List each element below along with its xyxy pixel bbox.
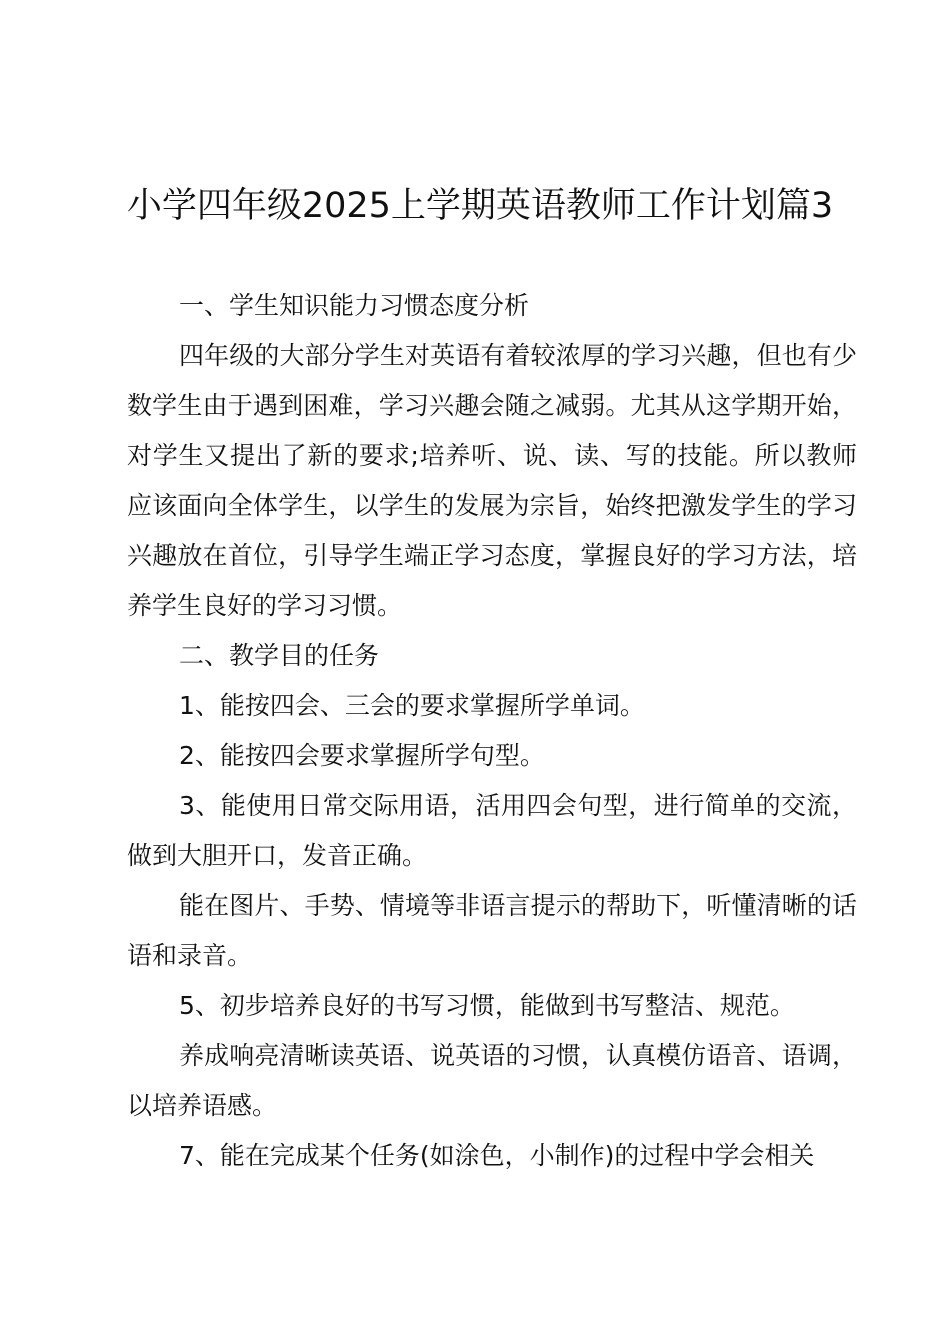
goal-item-4: 能在图片、手势、情境等非语言提示的帮助下，听懂清晰的话语和录音。 [127, 891, 857, 970]
goal-item-7: 7、能在完成某个任务(如涂色，小制作)的过程中学会相关 [179, 1141, 815, 1170]
paragraph-analysis: 四年级的大部分学生对英语有着较浓厚的学习兴趣，但也有少数学生由于遇到困难，学习兴趣会随之减弱。尤其从这学期开始，对学生又提出了新的要求;培养听、说、读、写的技能。所以教师应该面向全体学生，以学生的发展为宗旨，始终把激发学生的学习兴趣放在首位，引导学生端正学习态度，掌握良好的学习方法，培养学生良好的学习习惯。 [127, 341, 857, 620]
goal-item-5: 5、初步培养良好的书写习惯，能做到书写整洁、规范。 [179, 991, 795, 1020]
document-body [127, 281, 857, 1181]
goal-item-3: 3、能使用日常交际用语，活用四会句型，进行简单的交流，做到大胆开口，发音正确。 [127, 791, 857, 870]
goal-item-1: 1、能按四会、三会的要求掌握所学单词。 [179, 691, 645, 720]
section-heading-2: 二、教学目的任务 [179, 641, 380, 670]
section-heading-1: 一、学生知识能力习惯态度分析 [179, 291, 530, 320]
document-title: 小学四年级2025上学期英语教师工作计划篇3 [126, 186, 834, 226]
goal-item-6: 养成响亮清晰读英语、说英语的习惯，认真模仿语音、语调，以培养语感。 [127, 1041, 857, 1120]
goal-item-2: 2、能按四会要求掌握所学句型。 [179, 741, 545, 770]
